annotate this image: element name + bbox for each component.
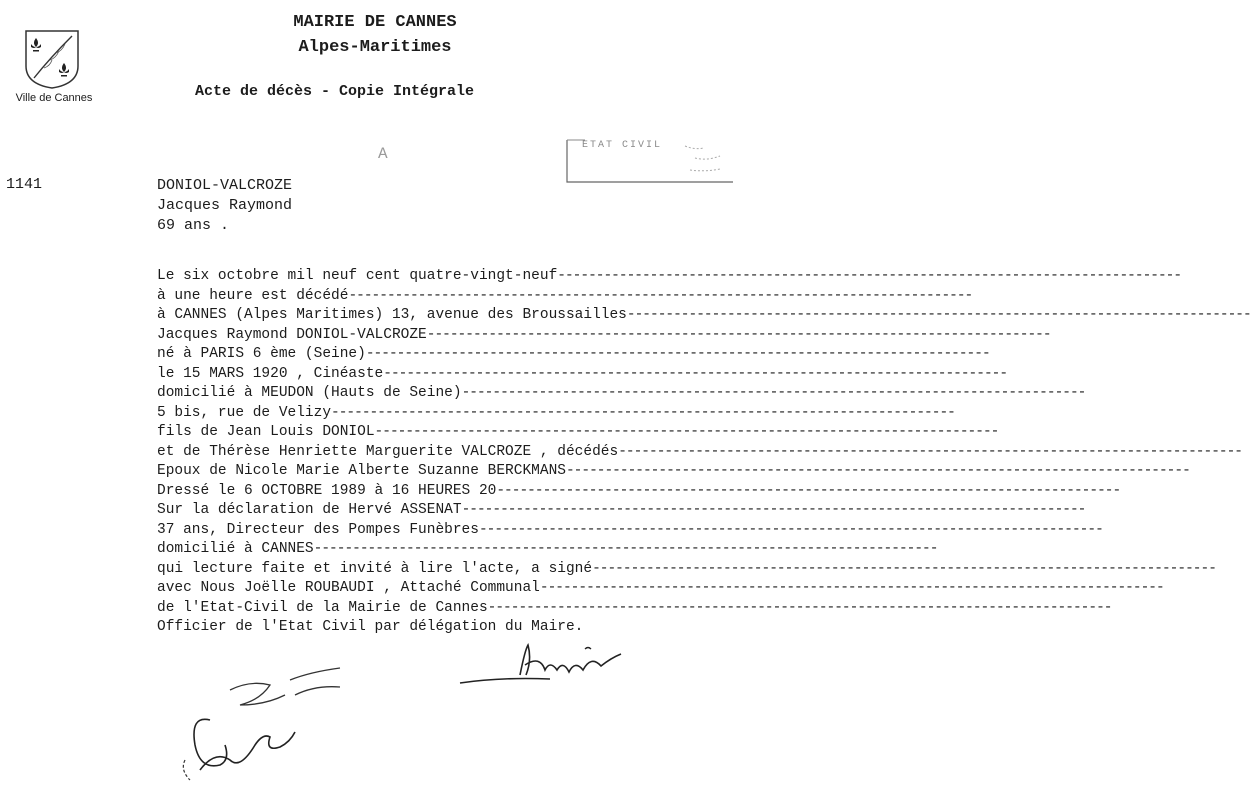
document-type: Acte de décès - Copie Intégrale — [195, 83, 475, 100]
fleur-de-lis-icon-2 — [59, 63, 69, 77]
act-line — [157, 267, 1182, 287]
received-stamp: A — [378, 145, 393, 163]
act-line-dash-fill: --------------------------------------------------------------------------------- — [348, 287, 973, 304]
act-line-text: et de Thérèse Henriette Marguerite VALCROZE , décédés — [157, 443, 619, 460]
act-line-dash-fill: --------------------------------------------------------------------------------- — [565, 463, 1190, 479]
act-line — [157, 501, 1086, 521]
officer-signature — [455, 635, 655, 695]
act-line-dash-fill: --------------------------------------------------------------------------------- — [487, 599, 1112, 616]
act-line-text: Jacques Raymond DONIOL-VALCROZE — [157, 326, 427, 343]
act-line-dash-fill: --------------------------------------------------------------------------------- — [626, 307, 1251, 323]
act-line — [157, 287, 973, 307]
department-title: Alpes-Maritimes — [298, 38, 452, 57]
deceased-surname: DONIOL-VALCROZE — [157, 177, 293, 194]
act-line — [157, 462, 1190, 482]
act-line-dash-fill: --------------------------------------------------------------------------------- — [461, 502, 1086, 518]
act-line — [157, 540, 938, 560]
act-line-text: Epoux de Nicole Marie Alberte Suzanne BERCKMANS — [157, 463, 566, 479]
deceased-given-names: Jacques Raymond — [157, 197, 293, 214]
etat-civil-stamp: ETAT CIVIL — [582, 140, 663, 151]
city-crest-logo — [22, 28, 82, 90]
act-line — [157, 443, 1243, 463]
act-line-dash-fill: --------------------------------------------------------------------------------- — [461, 385, 1086, 401]
act-line-text: à CANNES (Alpes Maritimes) 13, avenue des Broussailles — [157, 307, 627, 323]
act-line-text: Officier de l'Etat Civil par délégation du Maire. — [157, 619, 584, 635]
act-line — [157, 326, 1051, 346]
act-line-text: Le six octobre mil neuf cent quatre-vingt-neuf — [157, 268, 558, 284]
act-line-text: Sur la déclaration de Hervé ASSENAT — [157, 502, 462, 518]
act-line — [157, 521, 1103, 541]
act-line-text: fils de Jean Louis DONIOL — [157, 424, 375, 440]
act-line-text: 37 ans, Directeur des Pompes Funèbres — [157, 521, 479, 538]
act-line — [157, 404, 955, 424]
act-line-text: avec Nous Joëlle ROUBAUDI , Attaché Communal — [157, 580, 540, 596]
act-body — [157, 267, 1251, 638]
act-line-text: né à PARIS 6 ème (Seine) — [157, 346, 366, 362]
act-line-dash-fill: --------------------------------------------------------------------------------- — [426, 326, 1051, 343]
mairie-title: MAIRIE DE CANNES — [293, 13, 457, 32]
act-line-text: le 15 MARS 1920 , Cinéaste — [157, 365, 384, 382]
act-line-text: 5 bis, rue de Velizy — [157, 404, 332, 421]
act-line — [157, 365, 1008, 385]
act-line-dash-fill: --------------------------------------------------------------------------------- — [539, 580, 1164, 596]
act-line — [157, 306, 1251, 326]
fleur-de-lis-icon — [31, 38, 41, 52]
act-line-text: de l'Etat-Civil de la Mairie de Cannes — [157, 599, 488, 616]
act-line-text: qui lecture faite et invité à lire l'acte, a signé — [157, 560, 593, 577]
act-line-text: à une heure est décédé — [157, 287, 349, 304]
act-line-dash-fill: --------------------------------------------------------------------------------- — [592, 560, 1216, 577]
act-line — [157, 579, 1164, 599]
city-label: Ville de Cannes — [15, 92, 93, 104]
act-line-dash-fill: --------------------------------------------------------------------------------- — [383, 365, 1008, 382]
act-line-dash-fill: --------------------------------------------------------------------------------- — [557, 268, 1182, 284]
act-line-text: Dressé le 6 OCTOBRE 1989 à 16 HEURES 20 — [157, 482, 497, 499]
act-number: 1141 — [6, 176, 43, 193]
act-line-text: domicilié à MEUDON (Hauts de Seine) — [157, 385, 462, 401]
deceased-age: 69 ans . — [157, 217, 230, 234]
act-line-dash-fill: --------------------------------------------------------------------------------- — [313, 541, 938, 557]
act-line — [157, 423, 999, 443]
act-line — [157, 384, 1086, 404]
act-line — [157, 560, 1216, 580]
act-line-dash-fill: --------------------------------------------------------------------------------- — [618, 443, 1243, 460]
act-line-text: domicilié à CANNES — [157, 541, 314, 557]
act-line-dash-fill: --------------------------------------------------------------------------------- — [478, 521, 1103, 538]
act-line — [157, 482, 1121, 502]
act-line — [157, 599, 1112, 619]
act-line-dash-fill: --------------------------------------------------------------------------------- — [496, 482, 1121, 499]
declarant-signature — [170, 650, 370, 785]
act-line-dash-fill: --------------------------------------------------------------------------------- — [331, 404, 955, 421]
act-line-dash-fill: --------------------------------------------------------------------------------- — [365, 346, 990, 362]
act-line-dash-fill: --------------------------------------------------------------------------------- — [374, 424, 999, 440]
act-line — [157, 345, 990, 365]
